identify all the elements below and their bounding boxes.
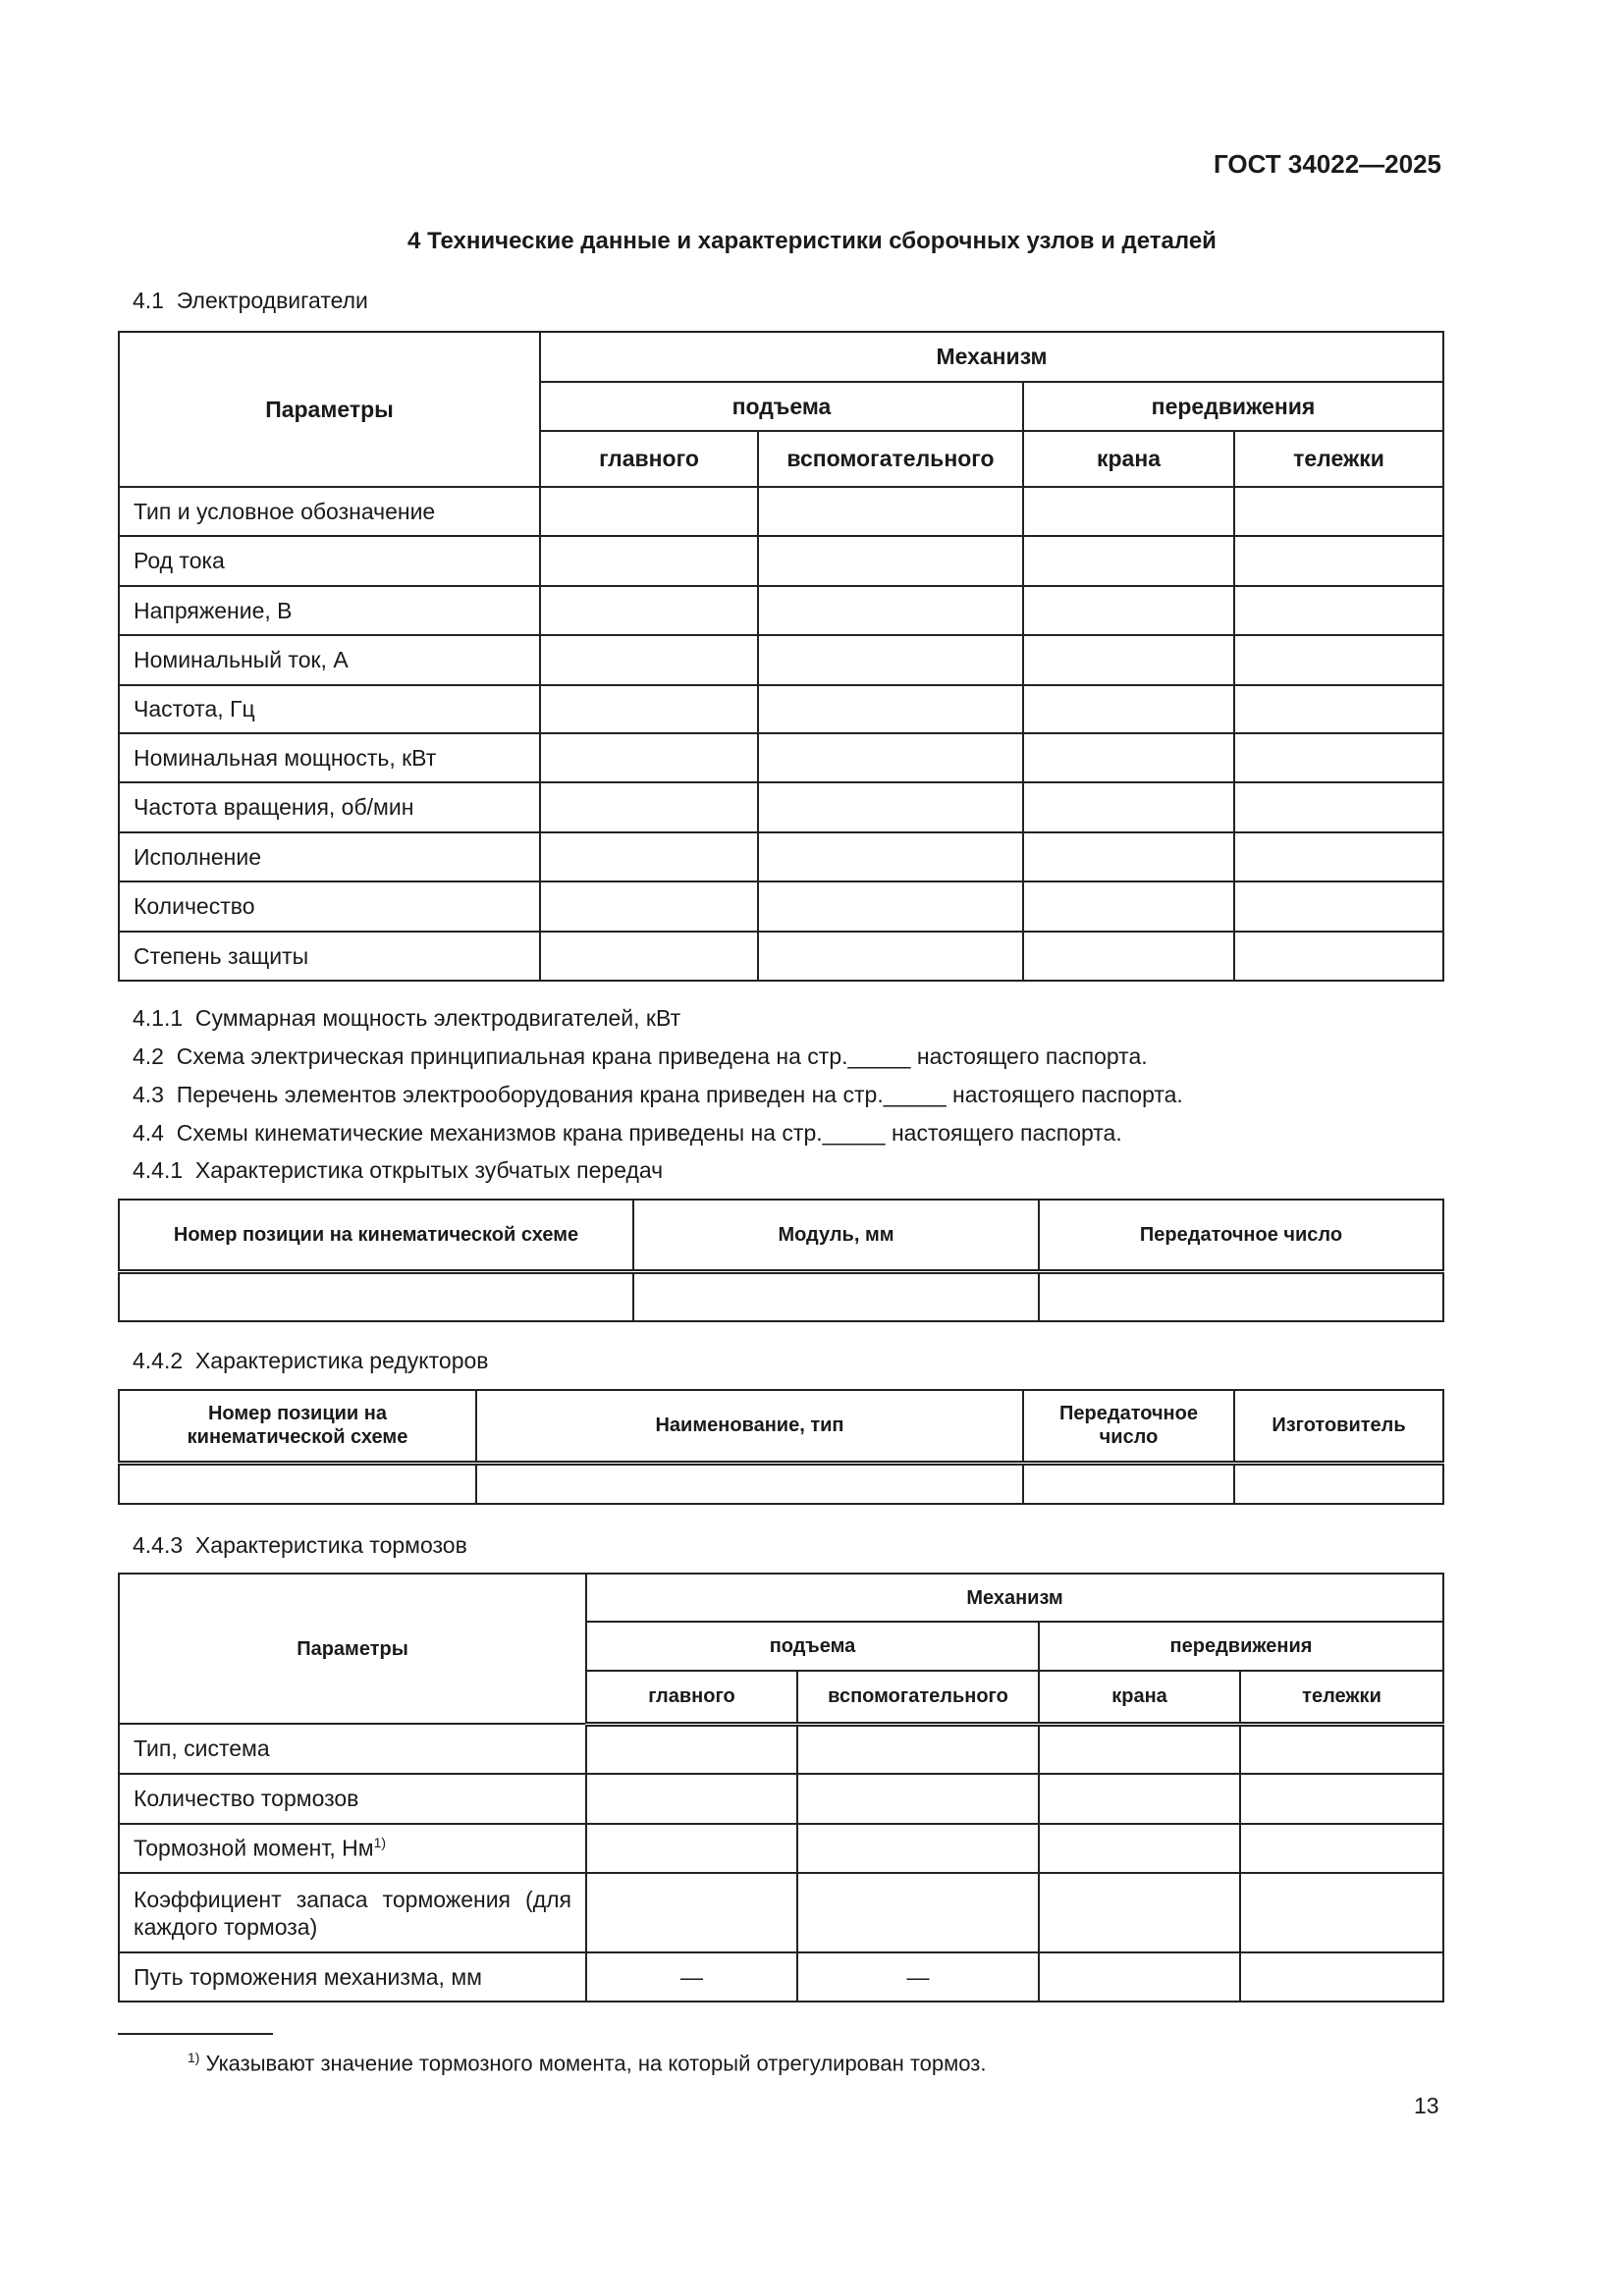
row-label (119, 1724, 586, 1774)
table-row (119, 1824, 1443, 1873)
table-cell (540, 932, 758, 981)
table-cell (1039, 1824, 1240, 1873)
table-cell (1240, 1873, 1443, 1952)
trolley-header: тележки (1240, 1671, 1443, 1724)
table-row (119, 586, 1443, 635)
travel-header: передвижения (1039, 1622, 1443, 1671)
table-cell (540, 733, 758, 782)
table-cell (1023, 832, 1234, 881)
paragraph-4-4-1: 4.4.1 Характеристика открытых зубчатых передач (133, 1157, 664, 1183)
row-label-text: Тормозной момент, Нм (134, 1835, 374, 1861)
table-cell (1039, 1873, 1240, 1952)
position-header: Номер позиции на кинематической схеме (119, 1390, 476, 1463)
table-cell (1023, 536, 1234, 586)
table-cell (1023, 881, 1234, 932)
row-label: Частота вращения, об/мин (119, 782, 540, 832)
open-gears-table (118, 1199, 1444, 1322)
table-cell (476, 1463, 1023, 1504)
table-cell (540, 586, 758, 635)
table-cell (119, 1271, 633, 1321)
param-header: Параметры (119, 1574, 586, 1724)
table-cell (1234, 832, 1443, 881)
table-cell (633, 1271, 1039, 1321)
row-label (119, 1774, 586, 1824)
table-cell (758, 932, 1023, 981)
table-cell (540, 487, 758, 536)
table-cell (1039, 1952, 1240, 2002)
document-id: ГОСТ 34022—2025 (1214, 149, 1441, 179)
table-cell (1023, 1463, 1234, 1504)
table-cell (1234, 881, 1443, 932)
footnote (188, 2050, 986, 2076)
row-label: Номинальная мощность, кВт (119, 733, 540, 782)
table-row (119, 932, 1443, 981)
table-cell (1023, 487, 1234, 536)
table-cell (1023, 782, 1234, 832)
param-header: Параметры (119, 332, 540, 487)
paragraph-4-4: 4.4 Схемы кинематические механизмов крана приведены на стр._____ настоящего паспорта. (133, 1120, 1122, 1146)
footnote-mark: 1) (188, 2050, 200, 2065)
table-cell (758, 536, 1023, 586)
row-label (119, 1952, 586, 2002)
table-cell (797, 1873, 1039, 1952)
table-cell (1023, 685, 1234, 733)
table-cell (1240, 1824, 1443, 1873)
table-cell (1039, 1774, 1240, 1824)
position-header: Номер позиции на кинематической схеме (119, 1200, 633, 1271)
main-header: главного (586, 1671, 797, 1724)
row-label-text: Коэффициент запаса торможения (для каждого тормоза) (134, 1886, 571, 1940)
table-cell (1240, 1774, 1443, 1824)
table-cell (758, 782, 1023, 832)
table-row (119, 685, 1443, 733)
table-cell (1234, 685, 1443, 733)
table-cell (758, 586, 1023, 635)
table-row (119, 1774, 1443, 1824)
footnote-divider (118, 2033, 273, 2035)
auxiliary-header: вспомогательного (758, 431, 1023, 487)
table-row (119, 635, 1443, 685)
table-cell (586, 1724, 797, 1774)
brakes-table (118, 1573, 1444, 2002)
row-label: Частота, Гц (119, 685, 540, 733)
lifting-header: подъема (586, 1622, 1039, 1671)
table-cell (758, 832, 1023, 881)
table-cell (1023, 932, 1234, 981)
table-cell (758, 733, 1023, 782)
table-cell (540, 881, 758, 932)
table-cell (540, 832, 758, 881)
table-row (119, 733, 1443, 782)
ratio-header: Передаточное число (1023, 1390, 1234, 1463)
row-label-text: Путь торможения механизма, мм (134, 1963, 482, 1990)
table-cell (797, 1824, 1039, 1873)
crane-header: крана (1023, 431, 1234, 487)
row-label: Номинальный ток, А (119, 635, 540, 685)
row-label-text: Тип, система (134, 1735, 270, 1761)
trolley-header: тележки (1234, 431, 1443, 487)
table-cell (1039, 1724, 1240, 1774)
table-row (119, 1873, 1443, 1952)
table-cell (758, 881, 1023, 932)
row-label: Род тока (119, 536, 540, 586)
mechanism-header: Механизм (540, 332, 1443, 382)
table-cell (540, 536, 758, 586)
motors-table (118, 331, 1444, 982)
dash-cell: — (586, 1952, 797, 2002)
reducers-table (118, 1389, 1444, 1505)
paragraph-4-2: 4.2 Схема электрическая принципиальная крана приведена на стр._____ настоящего паспорта. (133, 1043, 1148, 1069)
ratio-header: Передаточное число (1039, 1200, 1443, 1271)
dash-cell: — (797, 1952, 1039, 2002)
table-cell (586, 1824, 797, 1873)
subsection-4-4-3: 4.4.3 Характеристика тормозов (133, 1532, 467, 1558)
table-cell (119, 1463, 476, 1504)
table-row (119, 1952, 1443, 2002)
row-label: Степень защиты (119, 932, 540, 981)
row-label: Тип и условное обозначение (119, 487, 540, 536)
manufacturer-header: Изготовитель (1234, 1390, 1443, 1463)
table-row (119, 1724, 1443, 1774)
main-header: главного (540, 431, 758, 487)
mechanism-header: Механизм (586, 1574, 1443, 1622)
row-label-text: Количество тормозов (134, 1786, 359, 1811)
lifting-header: подъема (540, 382, 1023, 431)
table-cell (586, 1873, 797, 1952)
paragraph-4-3: 4.3 Перечень элементов электрооборудования крана приведен на стр._____ настоящего паспорта. (133, 1082, 1183, 1107)
table-row (119, 832, 1443, 881)
table-cell (758, 487, 1023, 536)
table-cell (1234, 536, 1443, 586)
table-cell (1234, 487, 1443, 536)
table-cell (1023, 635, 1234, 685)
crane-header: крана (1039, 1671, 1240, 1724)
table-cell (1234, 1463, 1443, 1504)
table-cell (1023, 586, 1234, 635)
table-cell (1023, 733, 1234, 782)
row-label (119, 1824, 586, 1873)
table-cell (1234, 635, 1443, 685)
row-label: Количество (119, 881, 540, 932)
table-cell (1234, 733, 1443, 782)
name-type-header: Наименование, тип (476, 1390, 1023, 1463)
subsection-4-1: 4.1 Электродвигатели (133, 288, 368, 313)
table-cell (1240, 1952, 1443, 2002)
footnote-reference: 1) (373, 1835, 387, 1851)
table-cell (797, 1774, 1039, 1824)
table-cell (1234, 782, 1443, 832)
table-cell (586, 1774, 797, 1824)
table-cell (1234, 586, 1443, 635)
table-cell (1234, 932, 1443, 981)
auxiliary-header: вспомогательного (797, 1671, 1039, 1724)
table-cell (540, 635, 758, 685)
module-header: Модуль, мм (633, 1200, 1039, 1271)
table-cell (540, 685, 758, 733)
table-cell (758, 635, 1023, 685)
footnote-text: Указывают значение тормозного момента, на который отрегулирован тормоз. (205, 2051, 987, 2076)
travel-header: передвижения (1023, 382, 1443, 431)
table-cell (797, 1724, 1039, 1774)
table-row (119, 487, 1443, 536)
table-cell (1039, 1271, 1443, 1321)
table-cell (540, 782, 758, 832)
paragraph-4-1-1: 4.1.1 Суммарная мощность электродвигателей, кВт (133, 1005, 681, 1031)
subsection-4-4-2: 4.4.2 Характеристика редукторов (133, 1348, 489, 1373)
row-label: Напряжение, В (119, 586, 540, 635)
table-row (119, 536, 1443, 586)
table-row (119, 782, 1443, 832)
table-row (119, 881, 1443, 932)
row-label: Исполнение (119, 832, 540, 881)
section-title: 4 Технические данные и характеристики сборочных узлов и деталей (407, 228, 1217, 254)
table-cell (1240, 1724, 1443, 1774)
row-label (119, 1873, 586, 1952)
page-number: 13 (1414, 2093, 1439, 2118)
table-cell (758, 685, 1023, 733)
